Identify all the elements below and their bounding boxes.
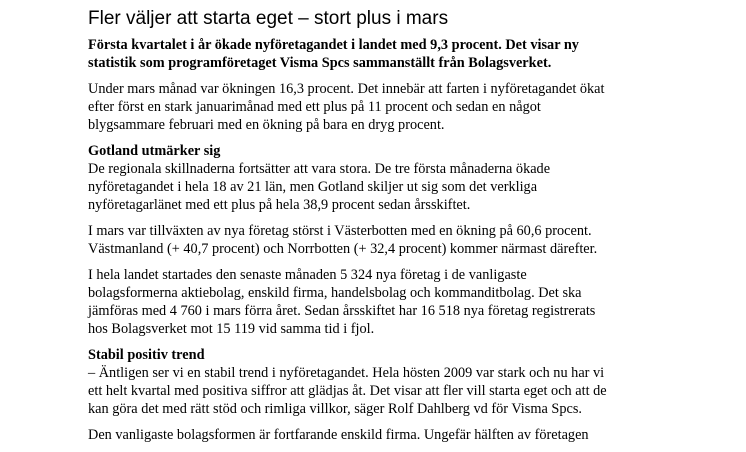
- text-line: Under mars månad var ökningen 16,3 procent. Det innebär att farten i nyföretagandet ökat: [88, 81, 605, 97]
- text-line: bolagsformerna aktiebolag, enskild firma, handelsbolag och kommanditbolag. Det ska: [88, 285, 582, 301]
- article-title: Fler väljer att starta eget – stort plus i mars: [88, 8, 449, 29]
- text-line: blygsammare februari med en ökning på bara en dryg procent.: [88, 117, 445, 133]
- section-gotland: [88, 142, 688, 214]
- text-line: Den vanligaste bolagsformen är fortfarande enskild firma. Ungefär hälften av företagen: [88, 427, 589, 443]
- paragraph-march-growth: [88, 80, 688, 134]
- section-heading-trend: Stabil positiv trend: [88, 347, 205, 363]
- text-line: De regionala skillnaderna fortsätter att vara stora. De tre första månaderna ökade: [88, 161, 551, 177]
- text-line: I hela landet startades den senaste månaden 5 324 nya företag i de vanligaste: [88, 267, 527, 283]
- section-heading-gotland: Gotland utmärker sig: [88, 143, 221, 159]
- text-line: nyföretagandet i hela 18 av 21 län, men Gotland skiljer ut sig som det verkliga: [88, 179, 538, 195]
- text-line: hos Bolagsverket mot 15 119 vid samma tid i fjol.: [88, 321, 375, 337]
- text-line: Västmanland (+ 40,7 procent) och Norrbotten (+ 32,4 procent) kommer närmast därefter.: [88, 241, 598, 257]
- paragraph-business-forms: [88, 426, 688, 444]
- paragraph-national-totals: [88, 266, 688, 338]
- lead-paragraph: [88, 36, 688, 72]
- section-stable-trend: [88, 346, 688, 418]
- lead-line: statistik som programföretaget Visma Spcs sammanställt från Bolagsverket.: [88, 55, 552, 71]
- text-line: I mars var tillväxten av nya företag störst i Västerbotten med en ökning på 60,6 procent.: [88, 223, 592, 239]
- text-line: nyföretagarlänet med ett plus på hela 38,9 procent sedan årsskiftet.: [88, 197, 471, 213]
- text-line: kan göra det med rätt stöd och rimliga villkor, säger Rolf Dahlberg vd för Visma Spcs.: [88, 401, 582, 417]
- paragraph-regional-growth: [88, 222, 688, 258]
- text-line: efter först en stark januarimånad med ett plus på 11 procent och sedan en något: [88, 99, 541, 115]
- text-line: – Äntligen ser vi en stabil trend i nyföretagandet. Hela hösten 2009 var stark och nu har vi: [88, 365, 605, 381]
- lead-line: Första kvartalet i år ökade nyföretagandet i landet med 9,3 procent. Det visar ny: [88, 37, 579, 53]
- text-line: jämföras med 4 760 i mars förra året. Sedan årsskiftet har 16 518 nya företag registrerats: [88, 303, 596, 319]
- text-line: ett helt kvartal med positiva siffror att glädjas åt. Det visar att fler vill starta eget och att de: [88, 383, 607, 399]
- article-body: [88, 36, 688, 452]
